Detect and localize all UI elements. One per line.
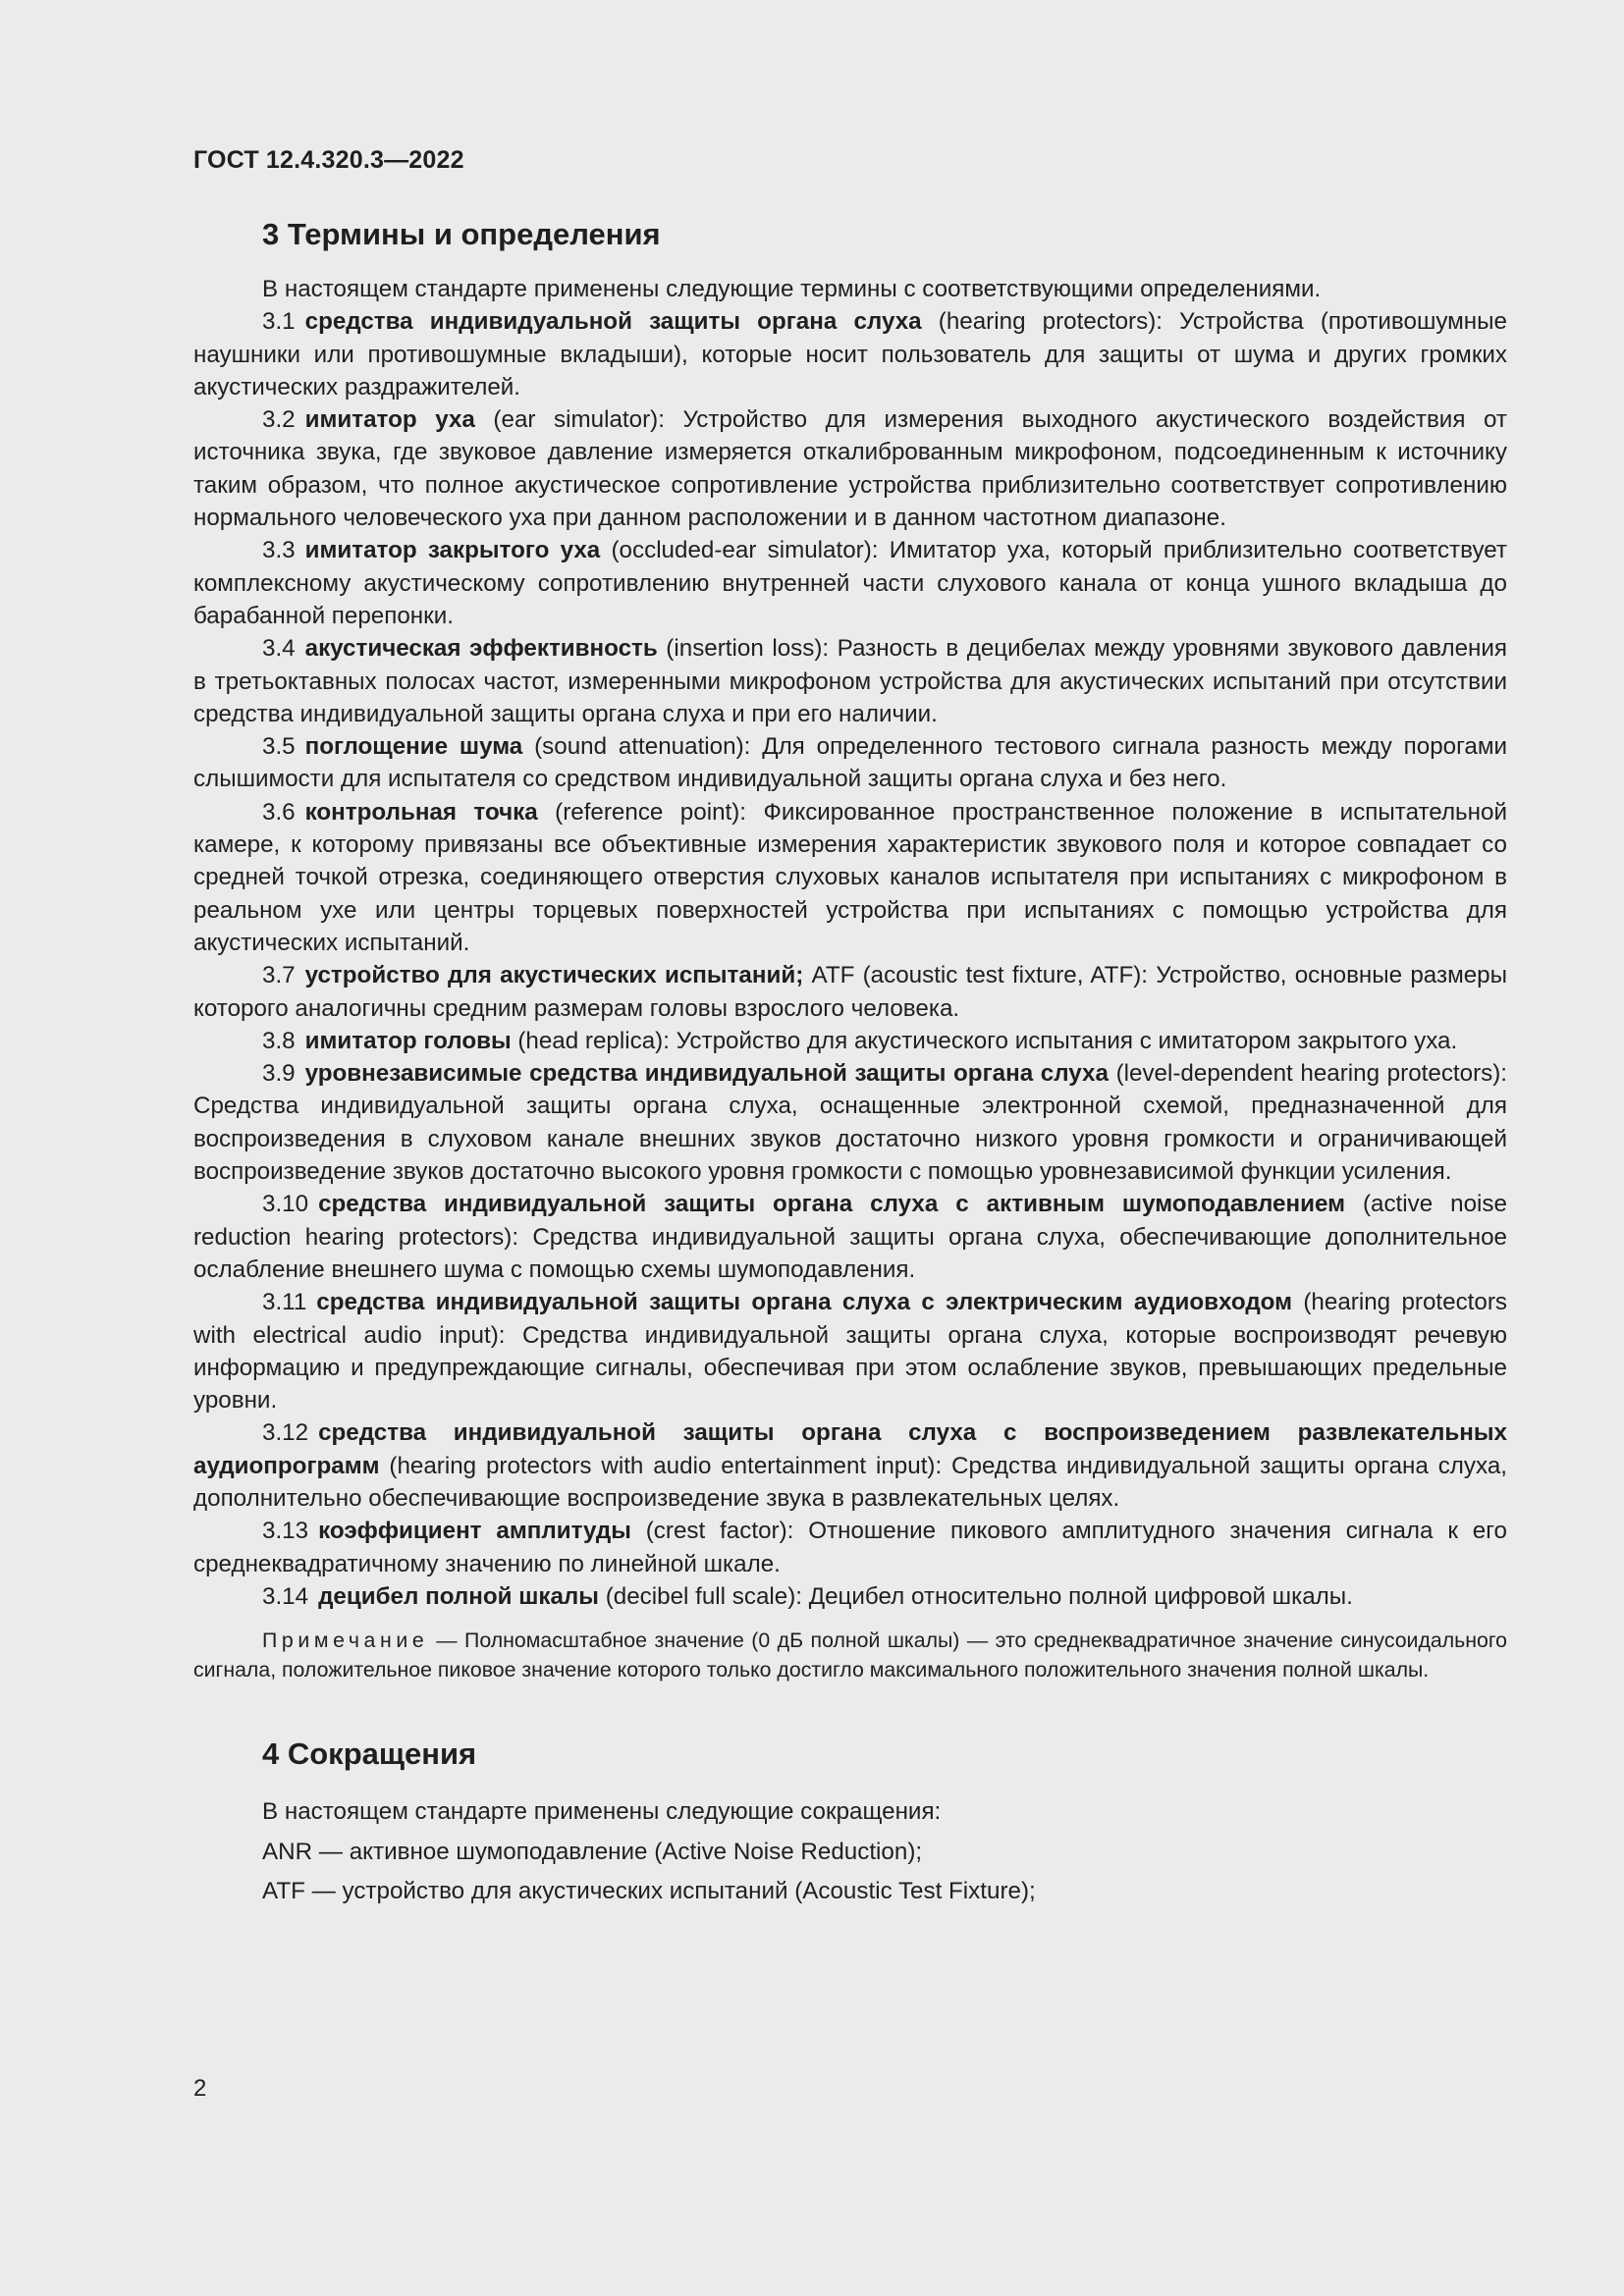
term-3-3 (193, 534, 1507, 632)
section-3-title: 3 Термины и определения (262, 217, 661, 251)
term-definition: (level-dependent hearing protectors): Средства индивидуальной защиты органа слуха, оснащенные электронной схемой, предназначенной для воспроизведения в слуховом канале внешних звуков достаточно низкого уровня громкости и ограничивающей воспроизведение звуков достаточно высокого уровня громкости с помощью уровнезависимой функции усиления. (193, 1060, 1508, 1186)
term-name: имитатор головы (304, 1027, 512, 1054)
term-3-5 (193, 730, 1507, 796)
term-number: 3.4 (262, 635, 296, 663)
term-3-7 (193, 959, 1507, 1025)
term-number: 3.5 (262, 733, 296, 761)
note (193, 1626, 1507, 1684)
term-definition: (occluded-ear simulator): Имитатор уха, который приблизительно соответствует комплексному акустическому сопротивлению внутренней части слухового канала от конца ушного вкладыша до барабанной перепонки. (193, 537, 1507, 629)
term-definition: (hearing protectors): Устройства (противошумные наушники или противошумные вкладыши), которые носит пользователь для защиты от шума и других громких акустических раздражителей. (193, 308, 1508, 400)
term-number: 3.13 (262, 1518, 309, 1545)
term-number: 3.3 (262, 537, 296, 564)
section-abbreviations (193, 1735, 1507, 1912)
term-definition: (crest factor): Отношение пикового амплитудного значения сигнала к его среднеквадратичному значению по линейной шкале. (193, 1518, 1507, 1577)
term-name: средства индивидуальной защиты органа слуха с воспроизведением развлекательных аудиопрограмм (193, 1419, 1507, 1479)
term-3-9 (193, 1057, 1507, 1188)
term-name: имитатор уха (304, 406, 475, 434)
term-name: имитатор закрытого уха (304, 537, 601, 564)
term-number: 3.9 (262, 1060, 296, 1088)
term-number: 3.1 (262, 308, 296, 336)
term-number: 3.6 (262, 798, 296, 826)
term-3-4 (193, 632, 1507, 730)
term-3-12 (193, 1416, 1507, 1515)
term-3-8 (193, 1025, 1507, 1057)
term-3-2 (193, 403, 1507, 534)
term-name: средства индивидуальной защиты органа слуха с активным шумоподавлением (318, 1191, 1345, 1218)
term-definition: ATF (acoustic test fixture, ATF): Устройство, основные размеры которого аналогичны средним размерам головы взрослого человека. (193, 962, 1507, 1022)
term-number: 3.14 (262, 1582, 309, 1610)
term-number: 3.12 (262, 1419, 309, 1447)
term-3-1 (193, 305, 1507, 403)
term-name: децибел полной шкалы (318, 1582, 599, 1610)
term-definition: (head replica): Устройство для акустического испытания с имитатором закрытого уха. (511, 1027, 1458, 1054)
term-name: контрольная точка (304, 798, 538, 826)
term-3-6 (193, 796, 1507, 959)
page-content (193, 145, 1507, 1912)
note-text: — Полномасштабное значение (0 дБ полной шкалы) — это среднеквадратичное значение синусоидального сигнала, положительное пиковое значение которого только достигло максимального положительного значения полной шкалы. (193, 1629, 1507, 1682)
document-header: ГОСТ 12.4.320.3—2022 (193, 146, 464, 174)
term-name: уровнезависимые средства индивидуальной защиты органа слуха (304, 1060, 1109, 1088)
term-definition: (insertion loss): Разность в децибелах между уровнями звукового давления в третьоктавных полосах частот, измеренными микрофоном устройства для акустических испытаний при отсутствии средства индивидуальной защиты органа слуха и при его наличии. (193, 635, 1507, 727)
term-name: средства индивидуальной защиты органа слуха с электрическим аудиовходом (316, 1289, 1293, 1316)
term-name: поглощение шума (304, 733, 523, 761)
term-3-10 (193, 1188, 1507, 1286)
term-number: 3.8 (262, 1027, 296, 1054)
term-number: 3.11 (262, 1289, 307, 1316)
term-definition: (sound attenuation): Для определенного тестового сигнала разность между порогами слышимости для испытателя со средством индивидуальной защиты органа слуха и без него. (193, 733, 1507, 793)
section-3-intro: В настоящем стандарте применены следующие термины с соответствующими определениями. (262, 276, 1322, 302)
page-number: 2 (193, 2075, 207, 2102)
section-4-intro: В настоящем стандарте применены следующие сокращения: (262, 1798, 942, 1826)
term-name: устройство для акустических испытаний; (304, 962, 804, 989)
term-definition: (active noise reduction hearing protectors): Средства индивидуальной защиты органа слуха, обеспечивающие дополнительное ослабление внешнего шума с помощью схемы шумоподавления. (193, 1191, 1507, 1283)
section-4-title: 4 Сокращения (262, 1736, 477, 1772)
term-definition: (reference point): Фиксированное пространственное положение в испытательной камере, к которому привязаны все объективные измерения характеристик звукового поля и которое совпадает со средней точкой отрезка, соединяющего отверстия слуховых каналов испытателя при испытаниях с микрофоном в реальном ухе или центры торцевых поверхностей устройства при испытаниях с помощью устройства для акустических испытаний. (193, 798, 1507, 956)
term-definition: (hearing protectors with electrical audio input): Средства индивидуальной защиты органа слуха, которые воспроизводят речевую информацию и предупреждающие сигналы, обеспечивая при этом ослабление звуков, превышающих предельные уровни. (193, 1289, 1507, 1415)
term-number: 3.7 (262, 962, 296, 989)
term-name: акустическая эффективность (304, 635, 658, 663)
term-definition: (decibel full scale): Децибел относительно полной цифровой шкалы. (598, 1582, 1353, 1610)
abbreviation-anr: ANR — активное шумоподавление (Active Noise Reduction); (262, 1838, 923, 1865)
term-number: 3.2 (262, 406, 296, 434)
term-number: 3.10 (262, 1191, 309, 1218)
term-3-13 (193, 1515, 1507, 1580)
note-label: Примечание (262, 1629, 429, 1653)
term-definition: (ear simulator): Устройство для измерения выходного акустического воздействия от источника звука, где звуковое давление измеряется откалиброванным микрофоном, подсоединенным к источнику таким образом, что полное акустическое сопротивление устройства приблизительно соответствует сопротивлению нормального человеческого уха при данном расположении и в данном частотном диапазоне. (193, 406, 1507, 532)
section-terms (193, 216, 1507, 1684)
term-name: коэффициент амплитуды (318, 1518, 631, 1545)
term-3-11 (193, 1286, 1507, 1416)
abbreviation-atf: ATF — устройство для акустических испытаний (Acoustic Test Fixture); (262, 1878, 1036, 1905)
term-3-14 (193, 1580, 1507, 1613)
term-definition: (hearing protectors with audio entertainment input): Средства индивидуальной защиты органа слуха, дополнительно обеспечивающие воспроизведение звука в развлекательных целях. (193, 1452, 1507, 1512)
term-name: средства индивидуальной защиты органа слуха (304, 308, 922, 336)
